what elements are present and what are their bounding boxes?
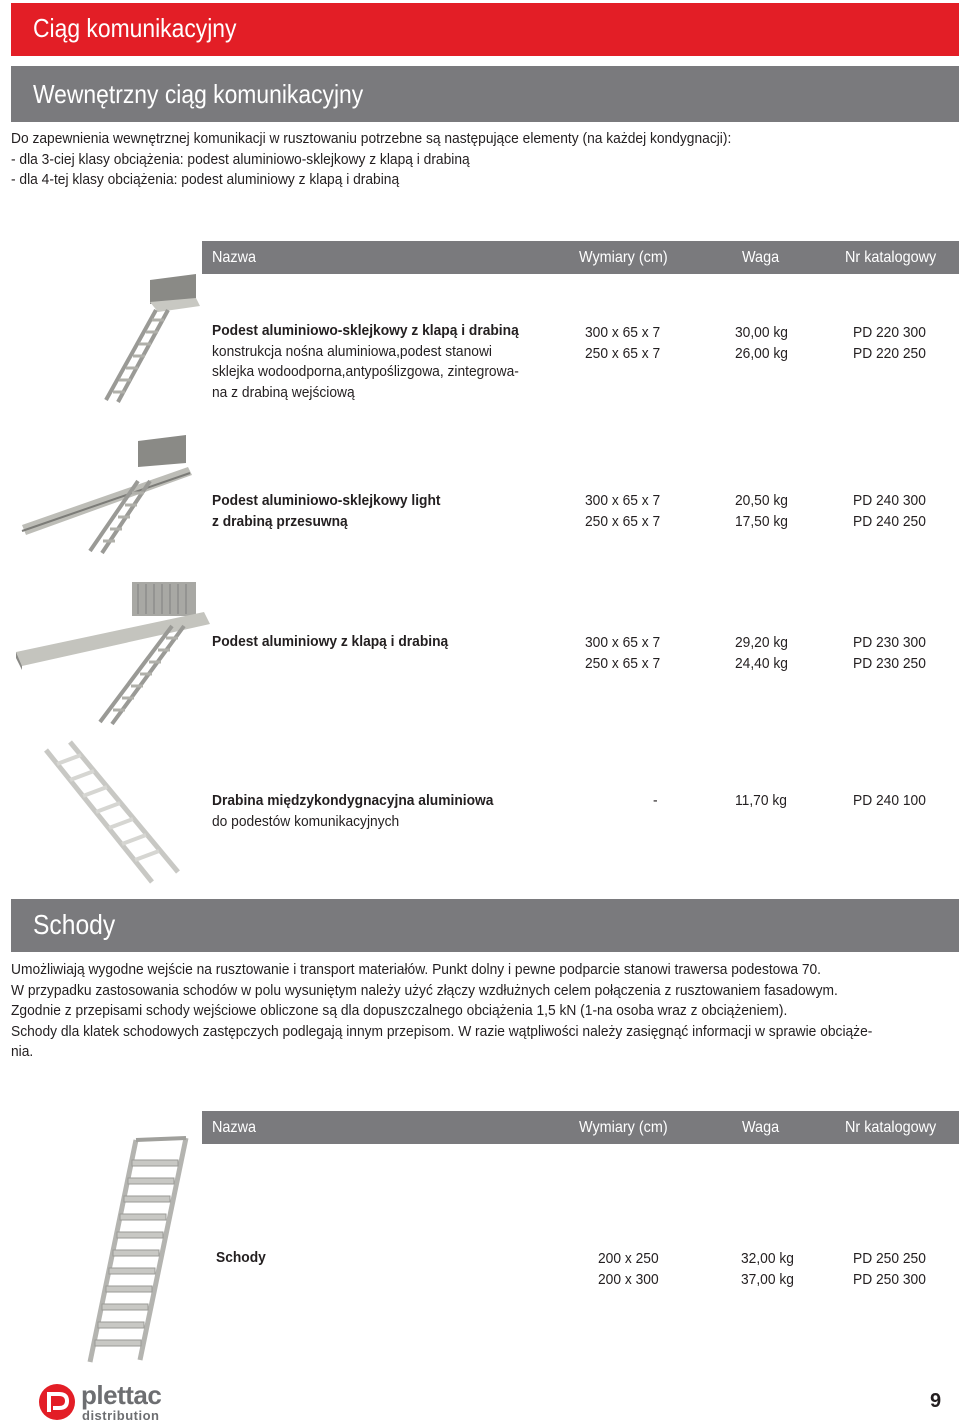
page-title: Ciąg komunikacyjny — [33, 13, 237, 43]
catalog-value: PD 230 250 — [853, 654, 926, 672]
product-desc: konstrukcja nośna aluminiowa,podest stanowi — [212, 342, 492, 360]
stairs-text-line: Umożliwiają wygodne wejście na rusztowanie i transport materiałów. Punkt dolny i pewne podparcie stanowi trawersa podestowa 70. — [11, 961, 822, 978]
dims-value: 250 x 65 x 7 — [585, 654, 661, 672]
intro-line: - dla 4-tej klasy obciążenia: podest aluminiowy z klapą i drabiną — [11, 171, 400, 188]
dims-value: 300 x 65 x 7 — [585, 492, 661, 509]
product-name-block — [212, 632, 448, 653]
product-weight — [735, 791, 787, 812]
dims-value: 300 x 65 x 7 — [585, 634, 661, 651]
weight-value: 32,00 kg — [741, 1250, 794, 1267]
product-name: Podest aluminiowy z klapą i drabiną — [212, 633, 449, 650]
product-catalog — [853, 1249, 926, 1290]
product-catalog — [853, 491, 926, 532]
section-bar-internal — [11, 66, 959, 122]
table-header — [202, 241, 959, 274]
intro-line: Do zapewnienia wewnętrznej komunikacji w rusztowaniu potrzebne są następujące elementy (na każdej kondygnacji): — [11, 130, 732, 147]
product-name-block — [212, 791, 493, 832]
product-dims — [585, 633, 660, 674]
product-weight — [735, 323, 788, 364]
product-dims — [598, 1249, 659, 1290]
stairs-text-line: nia. — [11, 1043, 34, 1060]
col-name-header: Nazwa — [212, 1119, 257, 1136]
catalog-value: PD 240 250 — [853, 512, 926, 530]
catalog-value: PD 240 100 — [853, 792, 926, 809]
col-dims-header: Wymiary (cm) — [579, 1119, 668, 1136]
col-dims-header: Wymiary (cm) — [579, 249, 668, 266]
platform-plywood-hatch-ladder-image — [88, 272, 203, 407]
platform-light-ladder-image — [18, 433, 193, 558]
weight-value: 30,00 kg — [735, 324, 788, 341]
weight-value: 20,50 kg — [735, 492, 788, 509]
stairs-text-line: Zgodnie z przepisami schody wejściowe obliczone są dla dopuszczalnego obciążenia 1,5 kN (1-na osoba wraz z obciążeniem). — [11, 1002, 788, 1019]
catalog-value: PD 250 300 — [853, 1270, 926, 1288]
product-name: Podest aluminiowo-sklejkowy light — [212, 492, 441, 509]
product-catalog — [853, 791, 926, 812]
section-title-stairs: Schody — [33, 909, 116, 940]
interfloor-ladder-image — [40, 740, 200, 890]
catalog-value: PD 220 250 — [853, 344, 926, 362]
logo-main-text: plettac — [81, 1380, 162, 1410]
product-weight — [735, 633, 788, 674]
logo-sub-text: distribution — [82, 1408, 160, 1423]
aluminium-platform-hatch-ladder-image — [14, 578, 214, 726]
col-weight-header: Waga — [742, 249, 780, 266]
section-title-internal: Wewnętrzny ciąg komunikacyjny — [33, 79, 364, 109]
weight-value: 29,20 kg — [735, 634, 788, 651]
catalog-value: PD 240 300 — [853, 492, 926, 509]
plettac-logo — [35, 1382, 195, 1422]
stairs-image — [82, 1132, 194, 1368]
weight-value: 37,00 kg — [741, 1270, 794, 1288]
product-name-block — [212, 491, 441, 532]
dims-value: 300 x 65 x 7 — [585, 324, 661, 341]
catalog-value: PD 220 300 — [853, 324, 926, 341]
dims-value: 200 x 250 — [598, 1250, 659, 1267]
product-name-block — [212, 321, 519, 403]
product-name-block — [216, 1248, 266, 1269]
weight-value: 26,00 kg — [735, 344, 788, 362]
product-name: z drabiną przesuwną — [212, 512, 348, 530]
product-desc: sklejka wodoodporna,antypoślizgowa, zintegrowa- — [212, 363, 519, 380]
product-dims — [585, 323, 660, 364]
col-catalog-header: Nr katalogowy — [845, 249, 937, 266]
product-weight — [735, 491, 788, 532]
table-header — [202, 1111, 959, 1144]
weight-value: 24,40 kg — [735, 654, 788, 672]
weight-value: 11,70 kg — [735, 792, 787, 809]
plettac-logo-icon — [35, 1382, 79, 1422]
col-catalog-header: Nr katalogowy — [845, 1119, 937, 1136]
stairs-text-line: W przypadku zastosowania schodów w polu wysuniętym należy użyć złączy wzdłużnych celem połączenia z rusztowaniem fasadowym. — [11, 981, 838, 999]
page-number: 9 — [930, 1390, 942, 1412]
col-weight-header: Waga — [742, 1119, 780, 1136]
product-name: Podest aluminiowo-sklejkowy z klapą i drabiną — [212, 322, 519, 339]
product-catalog — [853, 633, 926, 674]
product-name: Schody — [216, 1249, 266, 1266]
section-bar-stairs — [11, 899, 959, 952]
product-name: Drabina międzykondygnacyjna aluminiowa — [212, 792, 494, 809]
dims-value: 250 x 65 x 7 — [585, 344, 661, 362]
weight-value: 17,50 kg — [735, 512, 788, 530]
catalog-value: PD 230 300 — [853, 634, 926, 651]
col-name-header: Nazwa — [212, 249, 257, 266]
product-desc: na z drabiną wejściową — [212, 383, 355, 401]
product-desc: do podestów komunikacyjnych — [212, 812, 400, 830]
dims-value: - — [653, 792, 658, 809]
catalog-value: PD 250 250 — [853, 1250, 926, 1267]
product-catalog — [853, 323, 926, 364]
dims-value: 200 x 300 — [598, 1270, 659, 1288]
stairs-text-line: Schody dla klatek schodowych zastępczych podlegają innym przepisom. W razie wątpliwości należy zasięgnąć informacji w sprawie obciąże- — [11, 1022, 873, 1040]
product-weight — [741, 1249, 794, 1290]
product-dims — [585, 491, 660, 532]
intro-line: - dla 3-ciej klasy obciążenia: podest aluminiowo-sklejkowy z klapą i drabiną — [11, 150, 470, 168]
stairs-text — [11, 960, 872, 1063]
product-dims — [653, 791, 658, 812]
header-bar — [11, 3, 959, 56]
intro-text — [11, 129, 731, 191]
dims-value: 250 x 65 x 7 — [585, 512, 661, 530]
